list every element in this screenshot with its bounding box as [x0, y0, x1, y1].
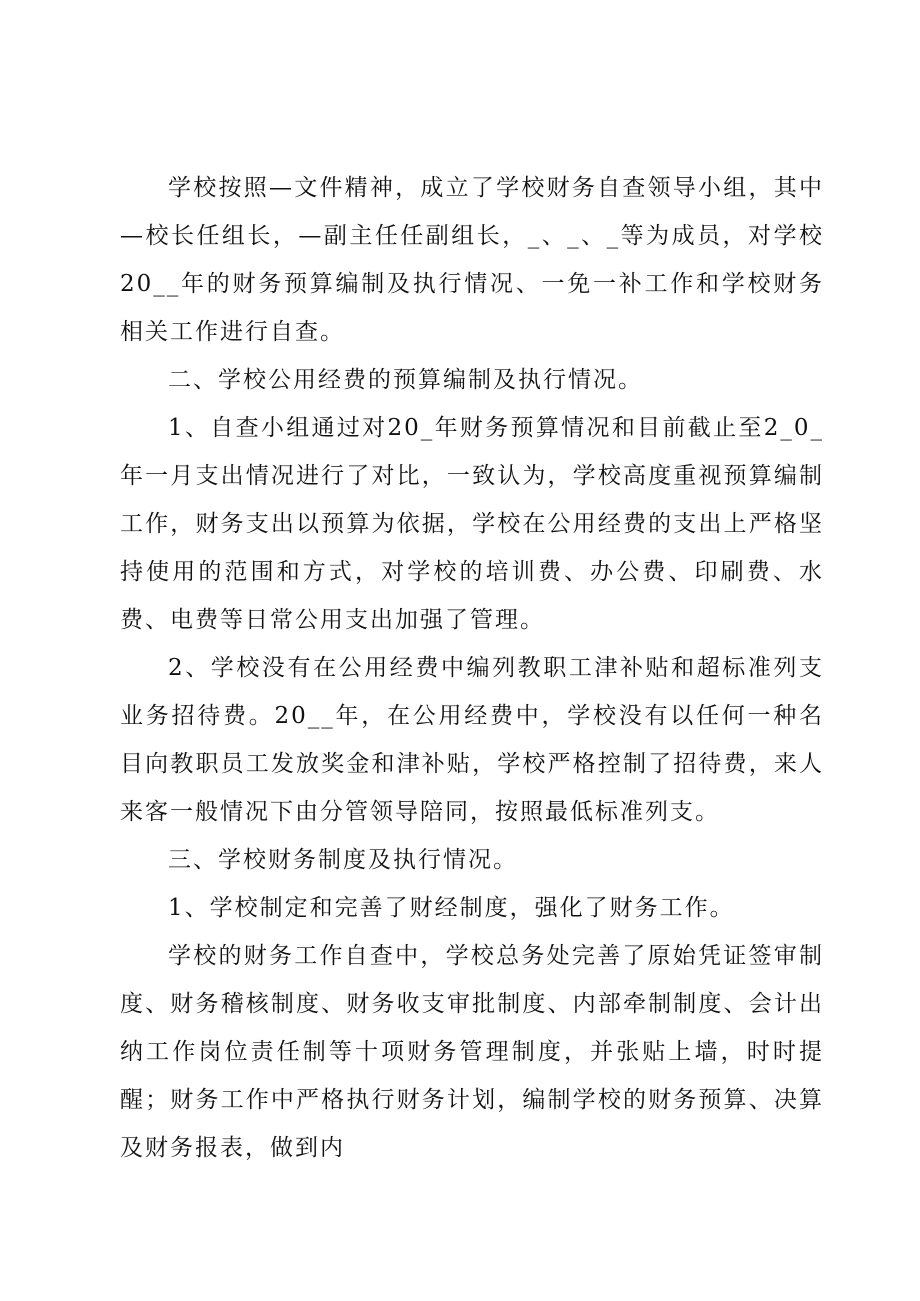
paragraph-2-2: 2、学校没有在公用经费中编列教职工津补贴和超标准列支业务招待费。20__年，在公用经费中，学校没有以任何一种名目向教职员工发放奖金和津补贴，学校严格控制了招待费，来人来客一般情况下由分管领导陪同，按照最低标准列支。: [120, 655, 824, 825]
paragraph-3-detail: 学校的财务工作自查中，学校总务处完善了原始凭证签审制度、财务稽核制度、财务收支审批制度、内部牵制制度、会计出纳工作岗位责任制等十项财务管理制度，并张贴上墙，时时提醒；财务工作中严格执行财务计划，编制学校的财务预算、决算及财务报表，做到内: [120, 943, 824, 1161]
section-heading-2: 二、学校公用经费的预算编制及执行情况。: [168, 367, 643, 393]
section-heading-3: 三、学校财务制度及执行情况。: [168, 847, 518, 873]
document-body: [120, 164, 824, 1172]
paragraph-2-1: 1、自查小组通过对20_年财务预算情况和目前截止至2_0_年一月支出情况进行了对比，一致认为，学校高度重视预算编制工作，财务支出以预算为依据，学校在公用经费的支出上严格坚持使用的范围和方式，对学校的培训费、办公费、印刷费、水费、电费等日常公用支出加强了管理。: [120, 415, 824, 633]
paragraph-intro: 学校按照—文件精神，成立了学校财务自查领导小组，其中—校长任组长，—副主任任副组长，_、_、_等为成员，对学校20__年的财务预算编制及执行情况、一免一补工作和学校财务相关工作进行自查。: [120, 175, 824, 345]
paragraph-3-1: 1、学校制定和完善了财经制度，强化了财务工作。: [168, 895, 735, 921]
